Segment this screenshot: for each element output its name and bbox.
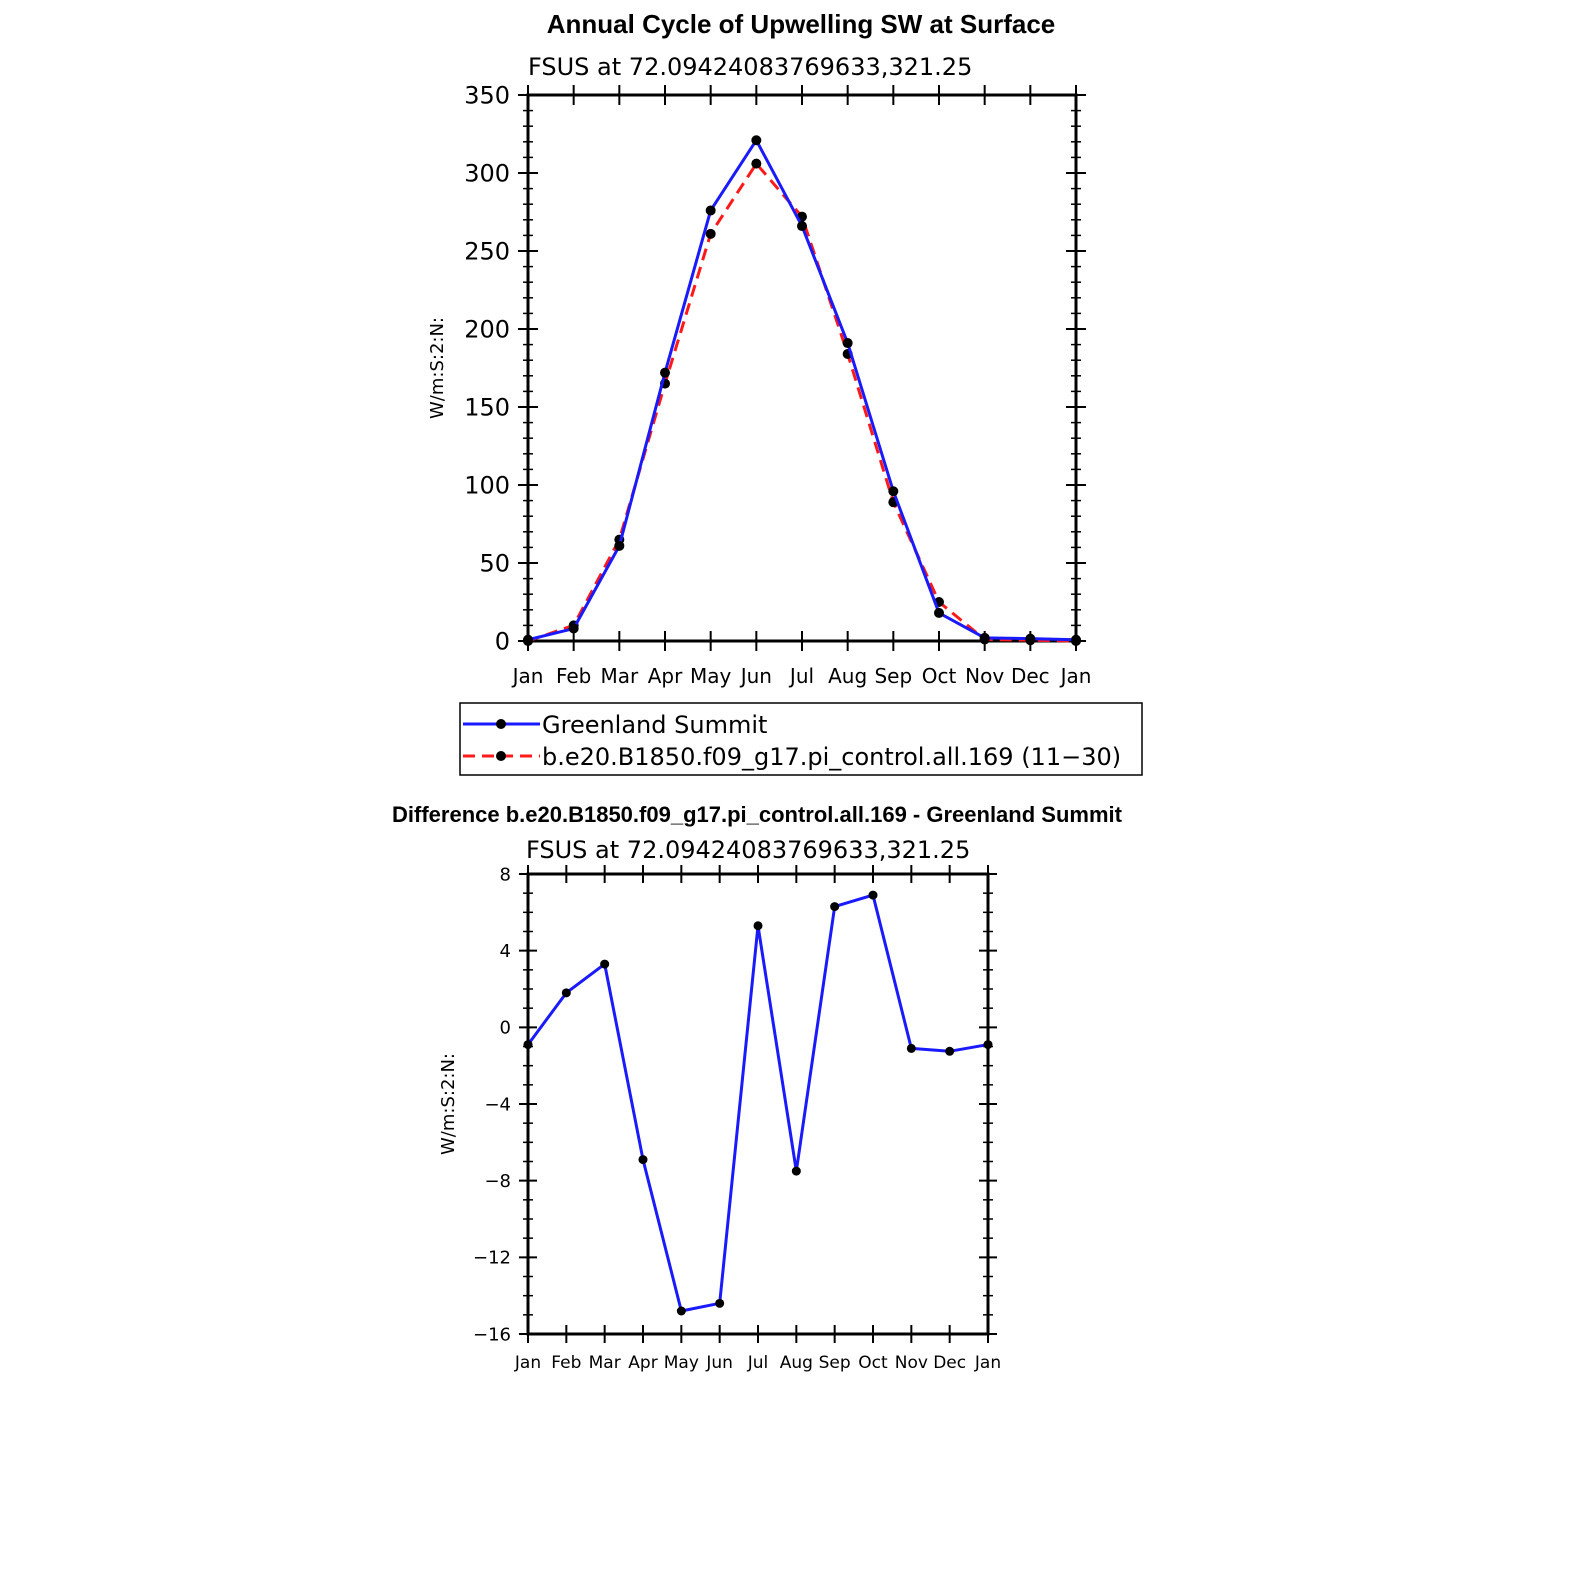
y-tick-label: −8 (484, 1170, 511, 1192)
y-tick-label: 350 (464, 81, 510, 110)
chart2-y-axis-label: W/m:S:2:N: (438, 1053, 459, 1155)
y-tick-label: 300 (464, 159, 510, 188)
legend-marker-model (496, 751, 506, 761)
data-point (569, 624, 579, 634)
y-tick-label: 0 (499, 1017, 511, 1039)
x-tick-label: Jun (740, 664, 772, 688)
x-tick-label: Jan (1060, 664, 1092, 688)
data-point (562, 988, 571, 997)
x-tick-label: Jan (974, 1353, 1002, 1373)
y-tick-label: −12 (473, 1247, 511, 1269)
data-point (907, 1044, 916, 1053)
data-point (984, 1040, 993, 1049)
data-point (706, 229, 716, 239)
x-tick-label: Feb (551, 1353, 582, 1373)
legend-label-model: b.e20.B1850.f09_g17.pi_control.all.169 (11−30) (542, 743, 1122, 771)
x-tick-label: Jun (706, 1353, 733, 1373)
data-point (639, 1155, 648, 1164)
data-point (751, 159, 761, 169)
data-point (945, 1047, 954, 1056)
y-tick-label: 8 (499, 864, 511, 886)
x-tick-label: Mar (588, 1353, 621, 1373)
chart2-y-tick-labels (473, 864, 511, 1345)
chart2-subtitle: FSUS at 72.09424083769633,321.25 (526, 836, 971, 864)
legend-label-greenland-summit: Greenland Summit (542, 711, 768, 739)
x-tick-label: Apr (628, 1353, 658, 1373)
x-tick-label: Jul (747, 1353, 769, 1373)
chart1-legend (460, 703, 1142, 775)
x-tick-label: Aug (828, 664, 868, 688)
x-tick-label: Sep (818, 1353, 851, 1373)
annual-cycle-chart (427, 9, 1142, 775)
y-tick-label: 4 (499, 940, 511, 962)
chart2-series (524, 891, 993, 1316)
data-point (751, 135, 761, 145)
x-tick-label: Feb (555, 664, 592, 688)
data-point (660, 368, 670, 378)
chart2-x-tick-labels (514, 1353, 1001, 1373)
x-tick-label: Dec (933, 1353, 967, 1373)
x-tick-label: Jul (789, 664, 815, 688)
chart1-title: Annual Cycle of Upwelling SW at Surface (546, 9, 1056, 39)
data-point (934, 608, 944, 618)
data-point (888, 486, 898, 496)
y-tick-label: 100 (464, 471, 510, 500)
data-point (715, 1299, 724, 1308)
chart1-series (523, 135, 1081, 646)
legend-marker-greenland-summit (496, 719, 506, 729)
x-tick-label: Sep (874, 664, 913, 688)
data-point (843, 338, 853, 348)
data-point (1025, 634, 1035, 644)
x-tick-label: Apr (647, 664, 683, 688)
x-tick-label: Aug (779, 1353, 813, 1373)
y-tick-label: 50 (479, 549, 510, 578)
data-point (754, 921, 763, 930)
data-point (706, 205, 716, 215)
chart1-y-tick-labels (464, 81, 510, 655)
data-point (677, 1307, 686, 1316)
difference-chart (392, 802, 1123, 1373)
x-tick-label: Nov (894, 1353, 928, 1373)
x-tick-label: Oct (858, 1353, 888, 1373)
x-tick-label: Nov (965, 664, 1005, 688)
series-line (528, 164, 1076, 641)
chart1-x-tick-labels (511, 664, 1092, 688)
y-tick-label: 150 (464, 393, 510, 422)
x-tick-label: May (663, 1353, 699, 1373)
data-point (614, 541, 624, 551)
chart2-title: Difference b.e20.B1850.f09_g17.pi_control.all.169 - Greenland Summit (392, 802, 1122, 827)
chart1-ticks (518, 85, 1086, 651)
chart1-y-axis-label: W/m:S:2:N: (427, 317, 448, 419)
chart2-plot-frame (528, 874, 988, 1334)
data-point (523, 635, 533, 645)
x-tick-label: Jan (514, 1353, 542, 1373)
data-point (600, 960, 609, 969)
y-tick-label: 200 (464, 315, 510, 344)
data-point (980, 633, 990, 643)
data-point (797, 221, 807, 231)
x-tick-label: Mar (600, 664, 639, 688)
x-tick-label: Dec (1010, 664, 1050, 688)
x-tick-label: May (689, 664, 732, 688)
data-point (792, 1167, 801, 1176)
x-tick-label: Jan (512, 664, 544, 688)
chart1-subtitle: FSUS at 72.09424083769633,321.25 (528, 53, 973, 81)
y-tick-label: 250 (464, 237, 510, 266)
y-tick-label: −16 (473, 1324, 511, 1346)
y-tick-label: −4 (484, 1094, 511, 1116)
y-tick-label: 0 (494, 627, 510, 656)
series-line (528, 895, 988, 1311)
data-point (524, 1040, 533, 1049)
x-tick-label: Oct (921, 664, 957, 688)
data-point (1071, 635, 1081, 645)
data-point (869, 891, 878, 900)
data-point (830, 902, 839, 911)
